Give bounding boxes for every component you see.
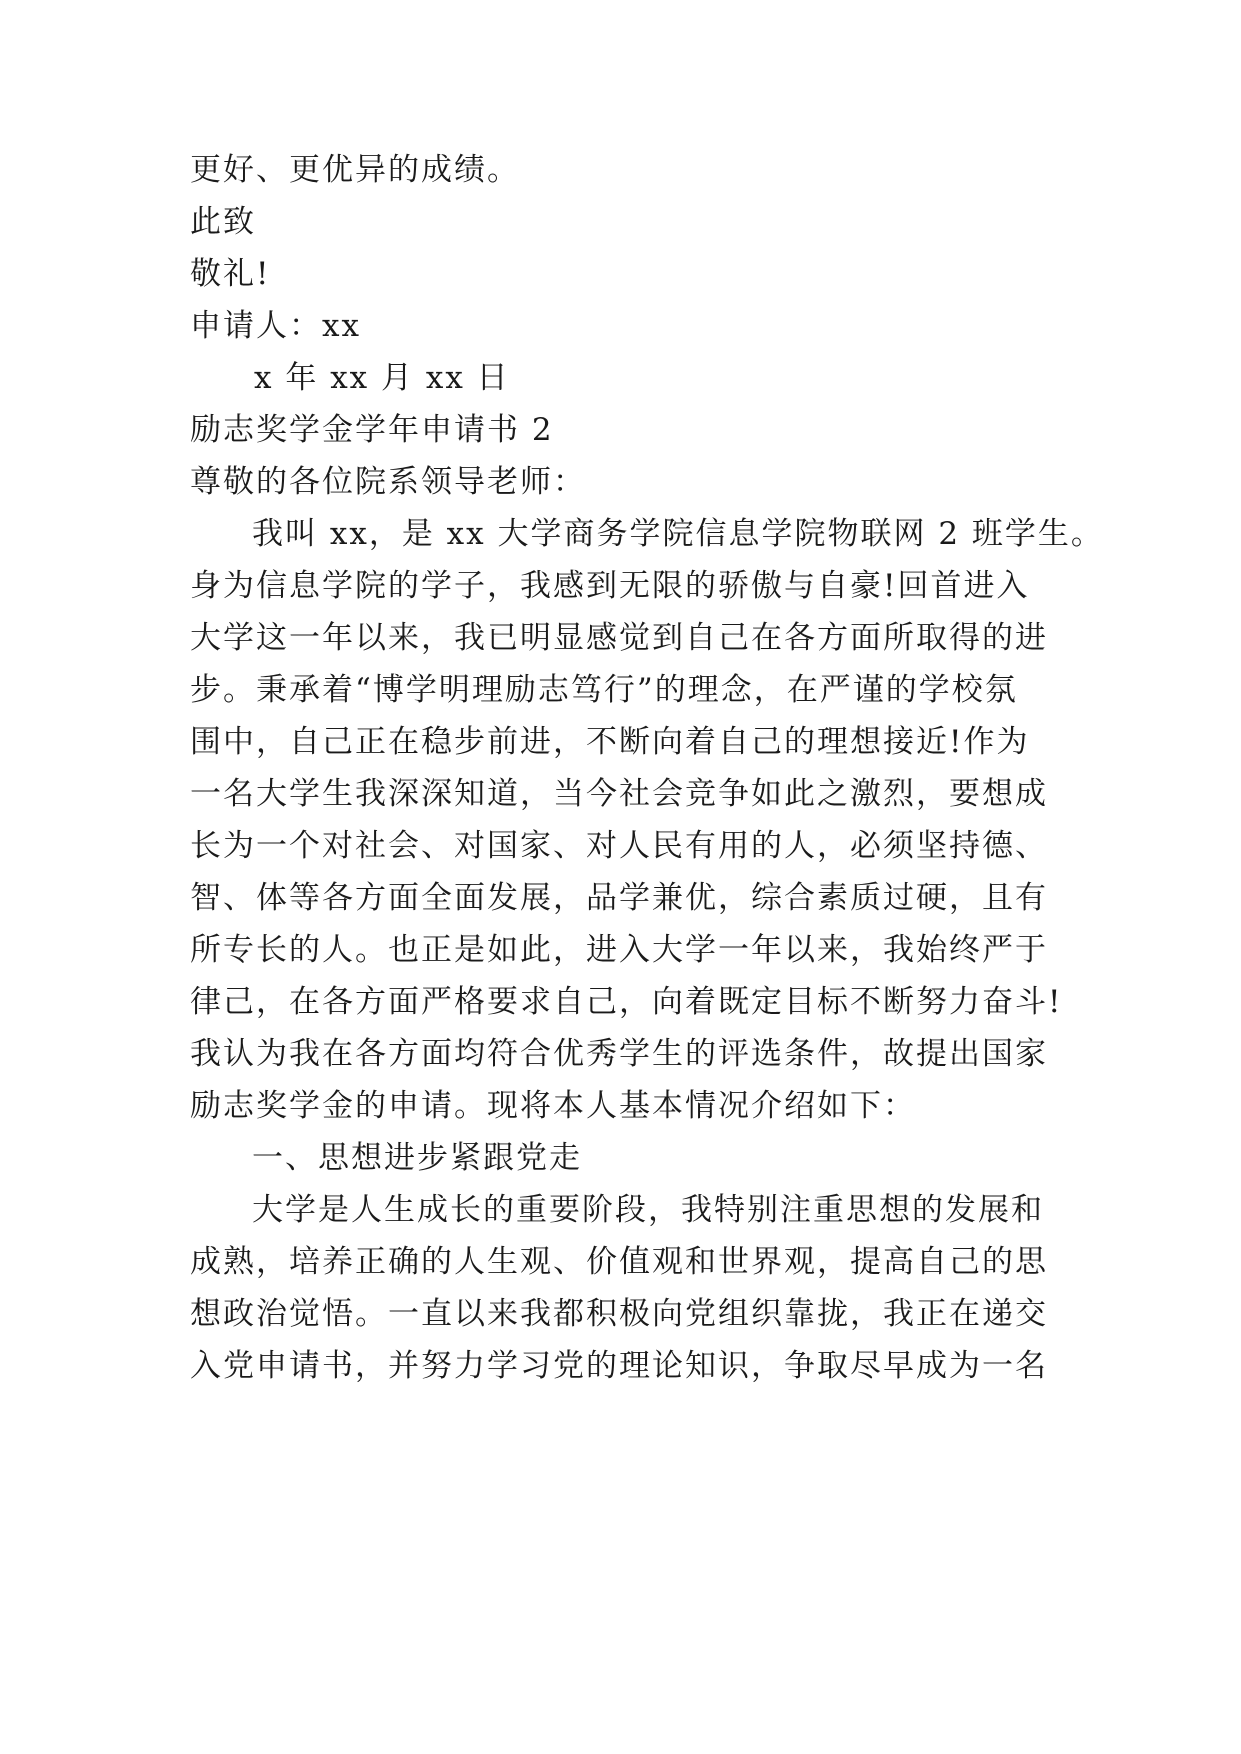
body-line: 一名大学生我深深知道，当今社会竞争如此之激烈，要想成: [190, 776, 1048, 812]
letter2-greeting: 尊敬的各位院系领导老师：: [190, 464, 586, 500]
section-line: 成熟，培养正确的人生观、价值观和世界观，提高自己的思: [190, 1244, 1048, 1280]
letter1-continuation: 更好、更优异的成绩。: [190, 152, 520, 188]
applicant-signature: 申请人：xx: [190, 308, 361, 344]
salutation-line-1: 此致: [190, 204, 256, 240]
section-line: 大学是人生成长的重要阶段，我特别注重思想的发展和: [252, 1192, 1044, 1228]
body-line: 励志奖学金的申请。现将本人基本情况介绍如下：: [190, 1088, 916, 1124]
body-line: 我叫 xx，是 xx 大学商务学院信息学院物联网 2 班学生。: [252, 516, 1104, 552]
body-line: 律己，在各方面严格要求自己，向着既定目标不断努力奋斗!: [190, 984, 1063, 1020]
body-line: 长为一个对社会、对国家、对人民有用的人，必须坚持德、: [190, 828, 1048, 864]
letter2-title: 励志奖学金学年申请书 2: [190, 412, 554, 448]
section-line: 想政治觉悟。一直以来我都积极向党组织靠拢，我正在递交: [190, 1296, 1048, 1332]
body-line: 大学这一年以来，我已明显感觉到自己在各方面所取得的进: [190, 620, 1048, 656]
body-line: 步。秉承着“博学明理励志笃行”的理念，在严谨的学校氛: [190, 672, 1018, 708]
body-line: 围中，自己正在稳步前进，不断向着自己的理想接近!作为: [190, 724, 1030, 760]
salutation-line-2: 敬礼!: [190, 256, 271, 292]
body-line: 身为信息学院的学子，我感到无限的骄傲与自豪!回首进入: [190, 568, 1030, 604]
section-line: 入党申请书，并努力学习党的理论知识，争取尽早成为一名: [190, 1348, 1048, 1384]
body-line: 我认为我在各方面均符合优秀学生的评选条件，故提出国家: [190, 1036, 1048, 1072]
body-line: 智、体等各方面全面发展，品学兼优，综合素质过硬，且有: [190, 880, 1048, 916]
letter1-date: x 年 xx 月 xx 日: [254, 360, 510, 396]
section-heading: 一、思想进步紧跟党走: [252, 1140, 582, 1176]
body-line: 所专长的人。也正是如此，进入大学一年以来，我始终严于: [190, 932, 1048, 968]
